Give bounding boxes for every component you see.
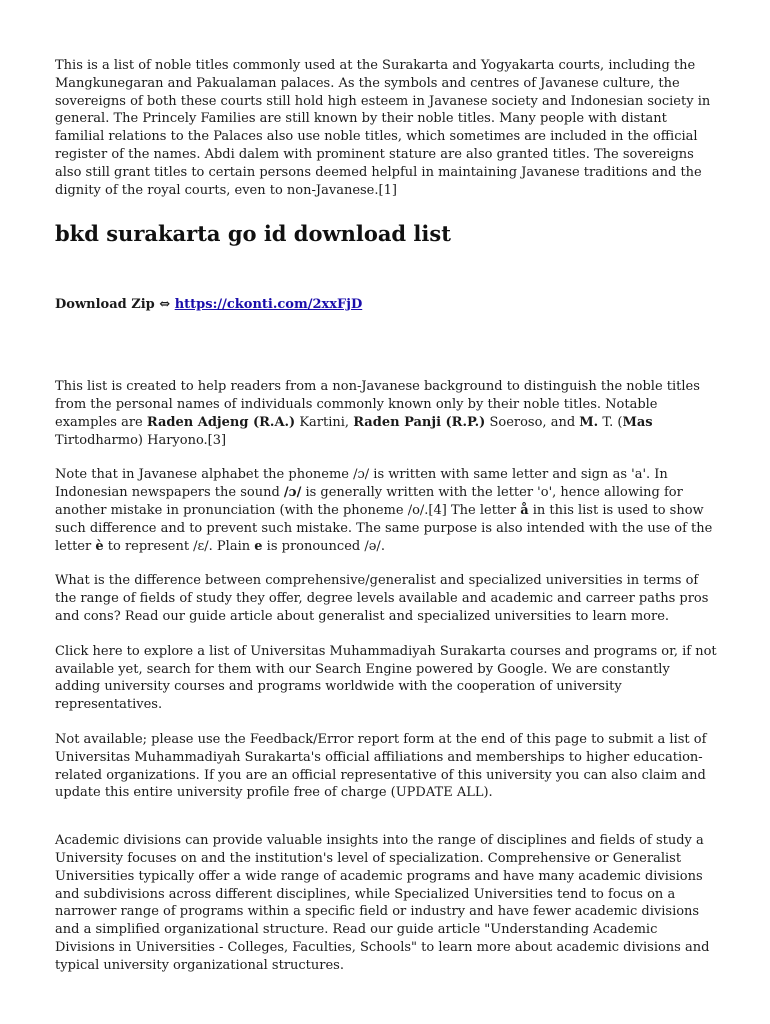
text-segment: T. ( [598, 414, 623, 430]
alphabet-paragraph [55, 466, 718, 555]
bold-phoneme: /ɔ/ [283, 485, 302, 501]
download-link[interactable]: https://ckonti.com/2xxFjD [174, 297, 363, 313]
bold-title-m: M. [579, 414, 599, 430]
bold-title-raden-adjeng: Raden Adjeng (R.A.) [146, 414, 296, 430]
download-line [55, 296, 718, 314]
text-segment: in this list is used to show such difference and to prevent such mistake. The same purpose is also intended with the use of the letter [55, 502, 713, 554]
text-segment: is generally written with the letter 'o', hence allowing for another mistake in pronunciation (with the phoneme /o/.[4] The letter [55, 485, 683, 518]
bold-letter-e: e [254, 538, 263, 554]
divisions-paragraph: Academic divisions can provide valuable insights into the range of disciplines and fields of study a University focuses on and the institution's level of specialization. Comprehensive or Generalist Universities typically offer a wide range of academic programs and have many academic divisions and subdivisions across different disciplines, while Specialized Universities tend to focus on a narrower range of programs within a specific field or industry and have fewer academic divisions and a simplified organizational structure. Read our guide article "Understanding Academic Divisions in Universities - Colleges, Faculties, Schools" to learn more about academic divisions and typical university organizational structures. [55, 833, 710, 973]
bold-letter-e-grave: è [95, 538, 104, 554]
difference-paragraph: What is the difference between comprehensive/generalist and specialized universities in terms of the range of fields of study they offer, degree levels available and academic and carreer paths pros and cons? Read our guide article about generalist and specialized universities to learn more. [55, 573, 709, 624]
not-available-paragraph: Not available; please use the Feedback/Error report form at the end of this page to submit a list of Universitas Muhammadiyah Surakarta's official affiliations and memberships to higher education-related organizations. If you are an official representative of this university you can also claim and update this entire university profile free of charge (UPDATE ALL). [55, 731, 707, 801]
explore-paragraph: Click here to explore a list of Universitas Muhammadiyah Surakarta courses and programs or, if not available yet, search for them with our Search Engine powered by Google. We are constantly adding university courses and programs worldwide with the cooperation of university representatives. [55, 643, 717, 713]
text-segment: Note that in Javanese alphabet the phoneme /ɔ/ is written with same letter and sign as 'a'. In Indonesian newspapers the sound [55, 467, 668, 501]
text-segment: Kartini, [295, 414, 354, 430]
bold-title-mas: Mas [622, 414, 653, 430]
page-heading: bkd surakarta go id download list [55, 221, 451, 247]
noble-titles-paragraph [55, 378, 718, 449]
text-segment: Tirtodharmo) Haryono.[3] [55, 432, 227, 448]
text-segment: This list is created to help readers from a non-Javanese background to distinguish the noble titles from the personal names of individuals commonly known only by their noble titles. Notable examples are [55, 379, 700, 430]
text-segment: is pronounced /ə/. [262, 538, 385, 554]
text-segment: Soeroso, and [485, 414, 580, 430]
download-label: Download Zip ⇔ [55, 297, 175, 313]
bold-title-raden-panji: Raden Panji (R.P.) [353, 414, 486, 430]
intro-paragraph: This is a list of noble titles commonly used at the Surakarta and Yogyakarta courts, including the Mangkunegaran and Pakualaman palaces. As the symbols and centres of Javanese culture, the sovereigns of both these courts still hold high esteem in Javanese society and Indonesian society in general. The Princely Families are still known by their noble titles. Many people with distant familial relations to the Palaces also use noble titles, which sometimes are included in the official register of the names. Abdi dalem with prominent stature are also granted titles. The sovereigns also still grant titles to certain persons deemed helpful in maintaining Javanese traditions and the dignity of the royal courts, even to non-Javanese.[1] [55, 58, 711, 198]
text-segment: to represent /ɛ/. Plain [103, 538, 255, 554]
bold-letter-a-ring: å [520, 502, 529, 518]
